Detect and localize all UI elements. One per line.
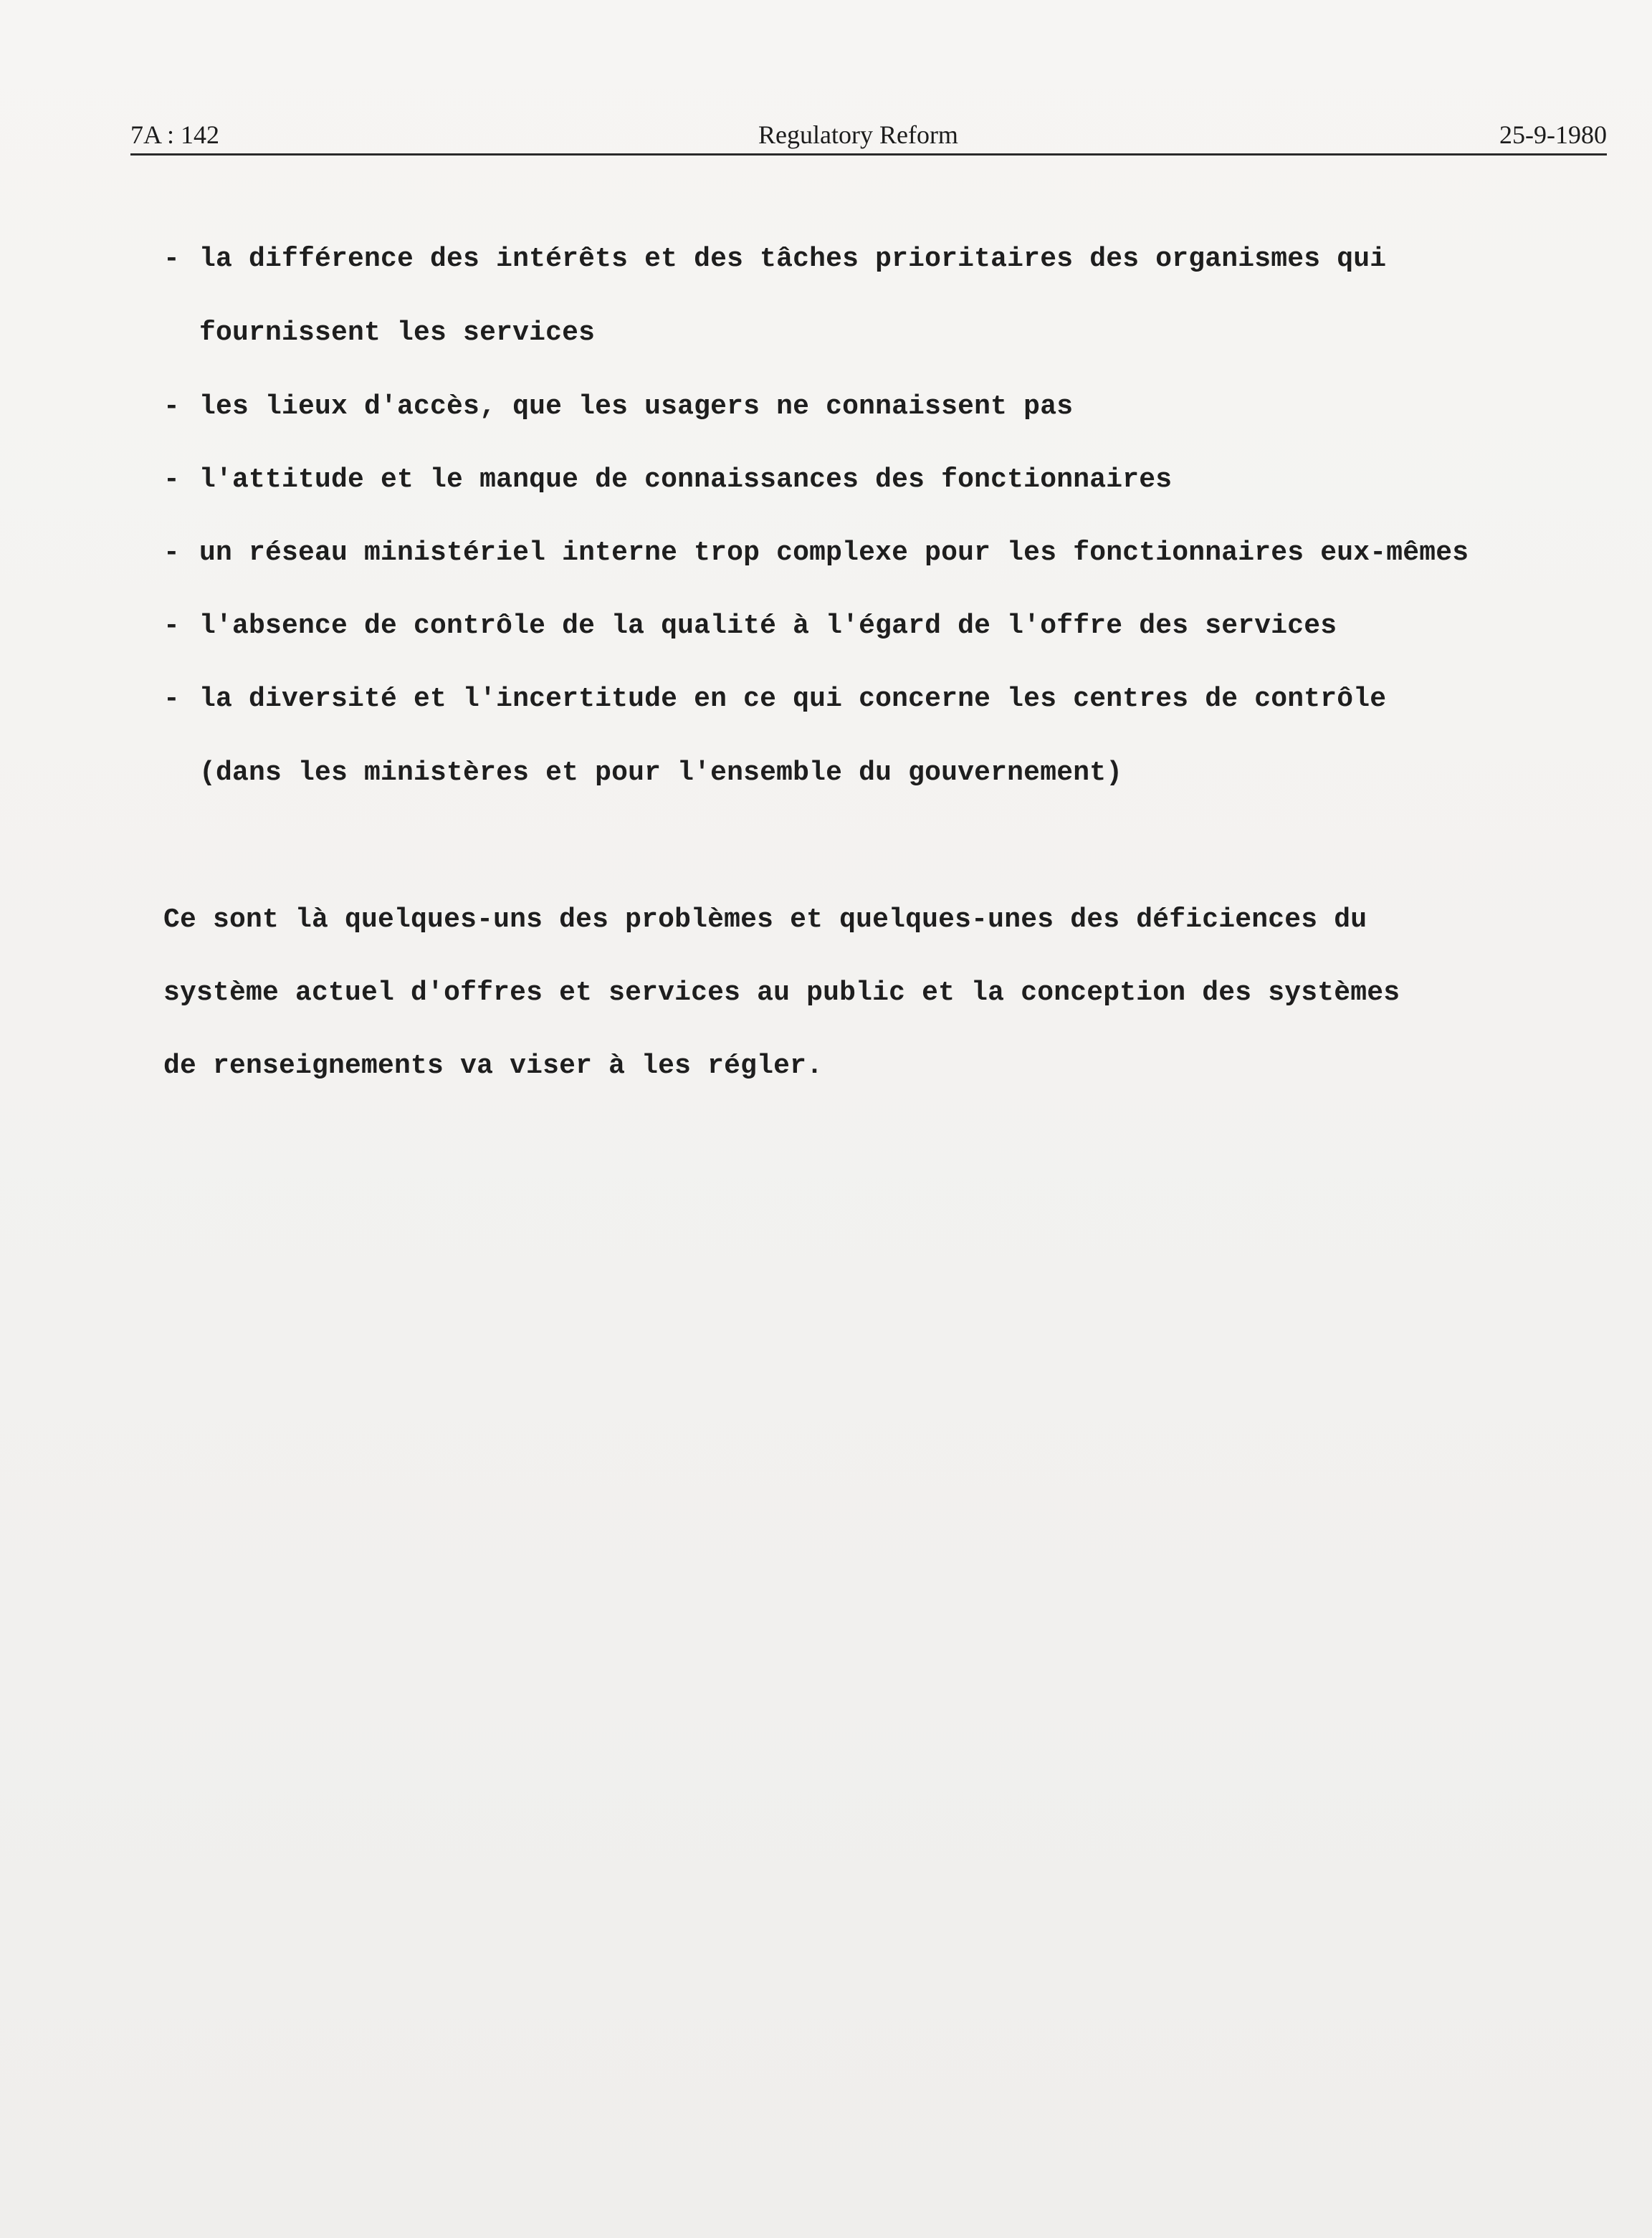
list-item-continuation [199,317,595,349]
list-dash: - [163,684,181,714]
paragraph-line: Ce sont là quelques-uns des problèmes et quelques-unes des déficiences du [163,904,1367,935]
list-item-continuation [199,757,1122,789]
list-item [163,244,1387,275]
list-item-text: un réseau ministériel interne trop complexe pour les fonctionnaires eux-mêmes [199,537,1469,568]
list-item-text: l'attitude et le manque de connaissances des fonctionnaires [199,464,1173,495]
list-dash: - [163,244,181,274]
paragraph-line: système actuel d'offres et services au public et la conception des systèmes [163,977,1400,1008]
document-title: Regulatory Reform [758,120,958,149]
list-item [163,537,1469,569]
paragraph-line: de renseignements va viser à les régler. [163,1051,823,1081]
list-item-text: la diversité et l'incertitude en ce qui concerne les centres de contrôle [199,684,1387,714]
list-item [163,684,1387,715]
list-dash: - [163,537,181,568]
page-header [130,112,1607,156]
list-item-text: (dans les ministères et pour l'ensemble du gouvernement) [199,757,1123,788]
document-date: 25-9-1980 [1499,120,1607,149]
list-item [163,464,1173,496]
list-item [163,611,1337,642]
list-item-text: la différence des intérêts et des tâches prioritaires des organismes qui [199,244,1387,274]
list-item-text: les lieux d'accès, que les usagers ne connaissent pas [199,391,1074,422]
list-item [163,391,1074,423]
list-dash: - [163,391,181,422]
page-reference: 7A : 142 [130,120,220,149]
list-item-text: fournissent les services [199,317,596,348]
list-dash: - [163,464,181,495]
list-dash: - [163,611,181,641]
list-item-text: l'absence de contrôle de la qualité à l'égard de l'offre des services [199,611,1337,641]
